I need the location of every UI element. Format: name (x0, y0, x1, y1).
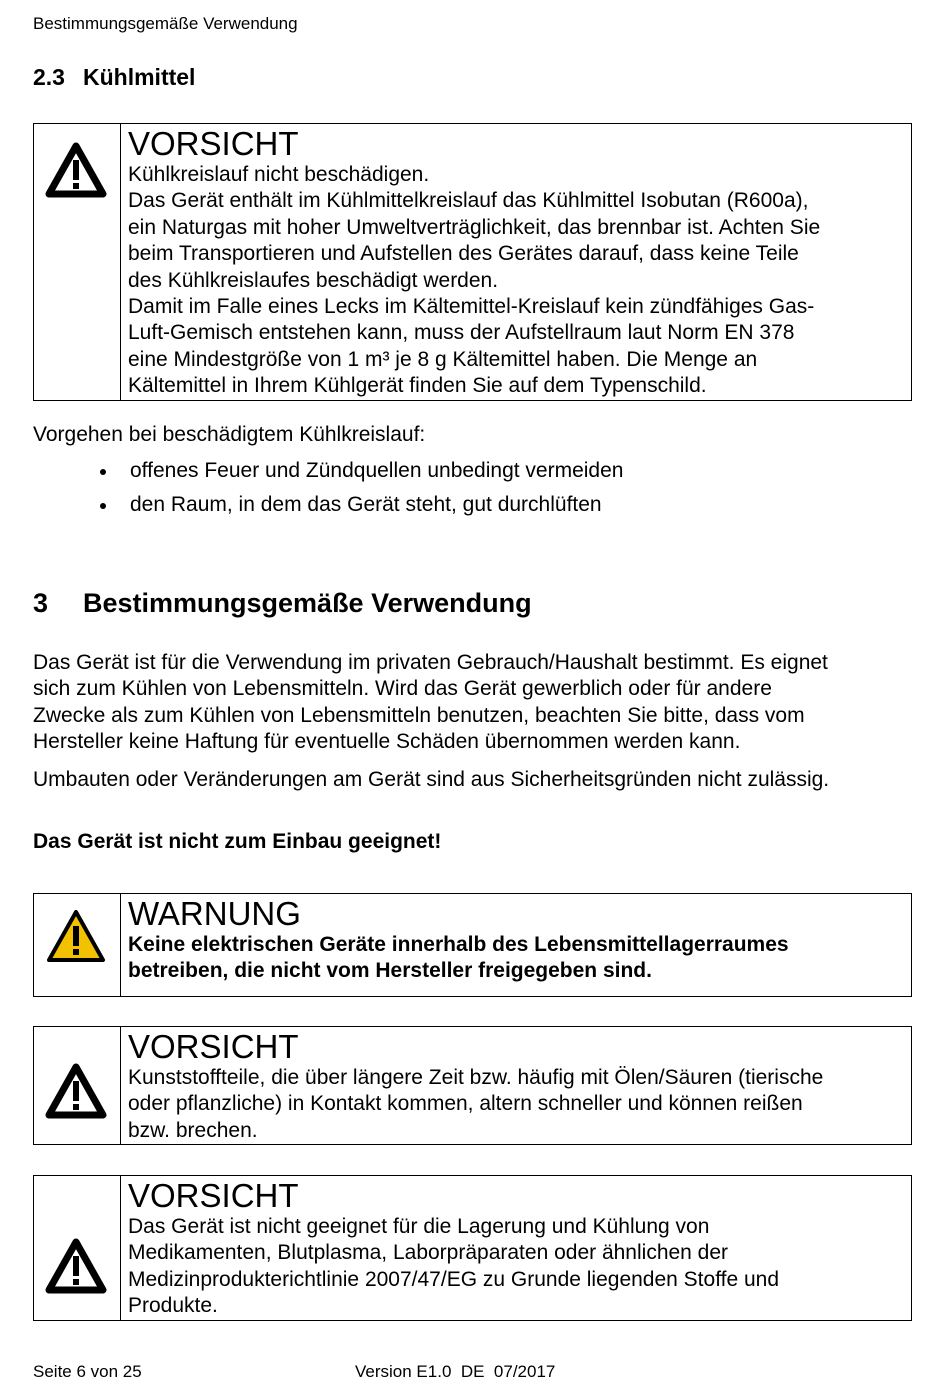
signal-word: VORSICHT (128, 1028, 299, 1065)
box-content (128, 1027, 903, 1144)
paragraph-line: Hersteller keine Haftung für eventuelle Schäden übernommen werden kann. (33, 730, 741, 754)
box-line: Damit im Falle eines Lecks im Kältemittel-Kreislauf kein zündfähiges Gas- (128, 295, 815, 319)
section-title: Kühlmittel (83, 64, 196, 90)
box-line: beim Transportieren und Aufstellen des Gerätes darauf, dass keine Teile (128, 242, 799, 266)
box-line: des Kühlkreislaufes beschädigt werden. (128, 268, 499, 292)
section-title: Bestimmungsgemäße Verwendung (83, 588, 532, 618)
icon-cell (34, 1176, 121, 1320)
bullet-icon (100, 503, 106, 509)
usage-paragraph (33, 650, 923, 756)
section-heading-2-3 (33, 64, 195, 91)
box-line: Kunststoffteile, die über längere Zeit bzw. häufig mit Ölen/Säuren (tierische (128, 1066, 824, 1089)
box-line: Keine elektrischen Geräte innerhalb des Lebensmittellagerraumes (128, 933, 789, 956)
paragraph-line: Zwecke als zum Kühlen von Lebensmitteln benutzen, beachten Sie bitte, dass vom (33, 703, 805, 727)
box-line: Das Gerät ist nicht geeignet für die Lagerung und Kühlung von (128, 1215, 710, 1238)
caution-box-plastics (33, 1026, 912, 1145)
warning-triangle-yellow-icon (45, 908, 107, 964)
list-item-text: den Raum, in dem das Gerät steht, gut durchlüften (130, 493, 602, 517)
warning-triangle-icon (45, 142, 107, 198)
box-line: Medikamenten, Blutplasma, Laborpräparaten oder ähnlichen der (128, 1241, 729, 1265)
box-line: Kühlkreislauf nicht beschädigen. (128, 163, 430, 186)
signal-word: VORSICHT (128, 125, 299, 162)
procedure-intro: Vorgehen bei beschädigtem Kühlkreislauf: (33, 423, 426, 446)
box-line: Das Gerät enthält im Kühlmittelkreislauf das Kühlmittel Isobutan (R600a), (128, 189, 809, 213)
section-heading-3 (33, 588, 532, 619)
signal-word: VORSICHT (128, 1177, 299, 1214)
warning-triangle-icon (45, 1238, 107, 1294)
list-item-text: offenes Feuer und Zündquellen unbedingt vermeiden (130, 459, 624, 482)
paragraph-line: Das Gerät ist für die Verwendung im privaten Gebrauch/Haushalt bestimmt. Es eignet (33, 651, 828, 674)
box-content (128, 1176, 903, 1320)
procedure-list (100, 458, 623, 527)
section-number: 3 (33, 588, 49, 618)
warning-triangle-icon (45, 1063, 107, 1119)
box-line: Kältemittel in Ihrem Kühlgerät finden Sie auf dem Typenschild. (128, 374, 707, 398)
box-line: oder pflanzliche) in Kontakt kommen, altern schneller und können reißen (128, 1092, 803, 1116)
modification-paragraph: Umbauten oder Veränderungen am Gerät sind aus Sicherheitsgründen nicht zulässig. (33, 768, 830, 791)
box-content (128, 124, 903, 400)
warning-box-electrical (33, 893, 912, 997)
box-line: betreiben, die nicht vom Hersteller freigegeben sind. (128, 959, 652, 983)
page-number: Seite 6 von 25 (33, 1362, 142, 1381)
icon-cell (34, 1027, 121, 1144)
list-item (100, 458, 623, 484)
icon-cell (34, 124, 121, 400)
box-content (128, 894, 903, 985)
box-line: Produkte. (128, 1294, 218, 1318)
caution-box-medical (33, 1175, 912, 1321)
list-item (100, 492, 623, 518)
box-line: bzw. brechen. (128, 1118, 258, 1142)
box-line: Luft-Gemisch entstehen kann, muss der Aufstellraum laut Norm EN 378 (128, 321, 795, 345)
signal-word: WARNUNG (128, 895, 301, 932)
box-line: ein Naturgas mit hoher Umweltverträglichkeit, das brennbar ist. Achten Sie (128, 215, 821, 239)
version-info: Version E1.0 DE 07/2017 (355, 1362, 556, 1381)
icon-cell (34, 894, 121, 996)
installation-notice: Das Gerät ist nicht zum Einbau geeignet! (33, 830, 442, 853)
box-line: eine Mindestgröße von 1 m³ je 8 g Kältemittel haben. Die Menge an (128, 347, 758, 371)
box-line: Medizinprodukterichtlinie 2007/47/EG zu Grunde liegenden Stoffe und (128, 1267, 780, 1291)
caution-box-refrigerant (33, 123, 912, 401)
running-header: Bestimmungsgemäße Verwendung (33, 14, 298, 33)
paragraph-line: sich zum Kühlen von Lebensmitteln. Wird das Gerät gewerblich oder für andere (33, 677, 772, 701)
section-number: 2.3 (33, 64, 65, 90)
bullet-icon (100, 469, 106, 475)
